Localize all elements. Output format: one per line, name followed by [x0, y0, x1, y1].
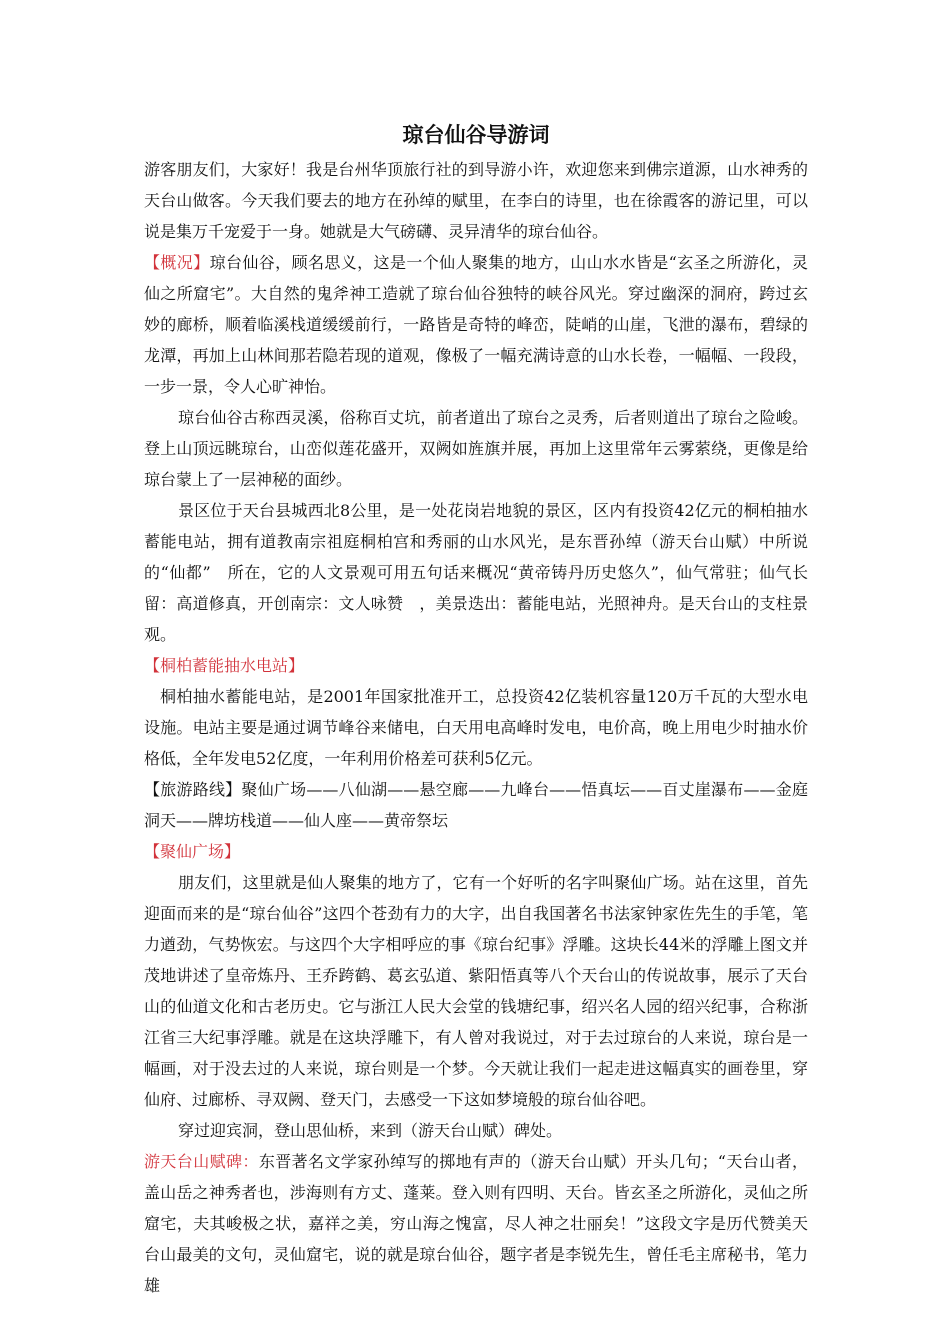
intro-text: 游客朋友们，大家好！我是台州华顶旅行社的到导游小许，欢迎您来到佛宗道源，山水神秀的天台山做客。今天我们要去的地方在孙绰的赋里，在李白的诗里，也在徐霞客的游记里，可以说是集万千宠爱于一身。她就是大气磅礴、灵异清华的琼台仙谷。	[144, 160, 808, 241]
intro-paragraph	[144, 154, 808, 247]
route-label: 【旅游路线】	[144, 780, 242, 799]
stele-paragraph	[144, 1146, 808, 1301]
overview-text: 琼台仙谷，顾名思义，这是一个仙人聚集的地方，山山水水皆是“玄圣之所游化，灵仙之所窟宅”。大自然的鬼斧神工造就了琼台仙谷独特的峡谷风光。穿过幽深的洞府，跨过玄妙的廊桥，顺着临溪栈道缓缓前行，一路皆是奇特的峰峦，陡峭的山崖，飞泄的瀑布，碧绿的龙潭，再加上山林间那若隐若现的道观，像极了一幅充满诗意的山水长卷，一幅幅、一段段，一步一景，令人心旷神怡。	[144, 253, 808, 396]
document-page	[144, 118, 808, 1301]
stele-label: 游天台山赋碑：	[144, 1152, 259, 1171]
station-paragraph: 桐柏抽水蓄能电站，是2001年国家批准开工，总投资42亿装机容量120万千瓦的大型水电设施。电站主要是通过调节峰谷来储电，白天用电高峰时发电，电价高，晚上用电少时抽水价格低，全年发电52亿度，一年利用价格差可获利5亿元。	[144, 687, 808, 768]
overview-paragraph	[144, 247, 808, 402]
location-paragraph: 景区位于天台县城西北8公里，是一处花岗岩地貌的景区，区内有投资42亿元的桐柏抽水蓄能电站，拥有道教南宗祖庭桐柏宫和秀丽的山水风光，是东晋孙绰（游天台山赋）中所说的“仙都” 所在，它的人文景观可用五句话来概况“黄帝铸丹历史悠久”，仙气常驻；仙气长留：高道修真，开创南宗：文人咏赞 ，美景迭出：蓄能电站，光照神舟。是天台山的支柱景观。	[144, 501, 808, 644]
overview-label: 【概况】	[144, 253, 210, 272]
document-title: 琼台仙谷导游词	[402, 123, 550, 147]
bridge-paragraph: 穿过迎宾洞，登山思仙桥，来到（游天台山赋）碑处。	[178, 1121, 563, 1140]
plaza-heading: 【聚仙广场】	[144, 842, 241, 861]
route-text: 聚仙广场——八仙湖——悬空廊——九峰台——悟真坛——百丈崖瀑布——金庭洞天——牌坊栈道——仙人座——黄帝祭坛	[144, 780, 808, 830]
route-paragraph	[144, 774, 808, 836]
stele-text: 东晋著名文学家孙绰写的掷地有声的（游天台山赋）开头几句；“天台山者，盖山岳之神秀者也，涉海则有方丈、蓬莱。登入则有四明、天台。皆玄圣之所游化，灵仙之所窟宅，夫其峻极之状，嘉祥之美，穷山海之愧富，尽人神之壮丽矣！”这段文字是历代赞美天台山最美的文句，灵仙窟宅，说的就是琼台仙谷，题字者是李锐先生，曾任毛主席秘书，笔力雄	[144, 1152, 808, 1295]
name-origin-paragraph: 琼台仙谷古称西灵溪，俗称百丈坑，前者道出了琼台之灵秀，后者则道出了琼台之险峻。登上山顶远眺琼台，山峦似莲花盛开，双阙如旌旗并展，再加上这里常年云雾萦绕，更像是给琼台蒙上了一层神秘的面纱。	[144, 408, 808, 489]
plaza-paragraph: 朋友们，这里就是仙人聚集的地方了，它有一个好听的名字叫聚仙广场。站在这里，首先迎面而来的是“琼台仙谷”这四个苍劲有力的大字，出自我国著名书法家钟家佐先生的手笔，笔力遒劲，气势恢宏。与这四个大字相呼应的事《琼台纪事》浮雕。这块长44米的浮雕上图文并茂地讲述了皇帝炼丹、王乔跨鹤、葛玄弘道、紫阳悟真等八个天台山的传说故事，展示了天台山的仙道文化和古老历史。它与浙江人民大会堂的钱塘纪事，绍兴名人园的绍兴纪事，合称浙江省三大纪事浮雕。就是在这块浮雕下，有人曾对我说过，对于去过琼台的人来说，琼台是一幅画，对于没去过的人来说，琼台则是一个梦。今天就让我们一起走进这幅真实的画卷里，穿仙府、过廊桥、寻双阙、登天门，去感受一下这如梦境般的琼台仙谷吧。	[144, 873, 808, 1109]
station-heading: 【桐柏蓄能抽水电站】	[144, 656, 305, 675]
